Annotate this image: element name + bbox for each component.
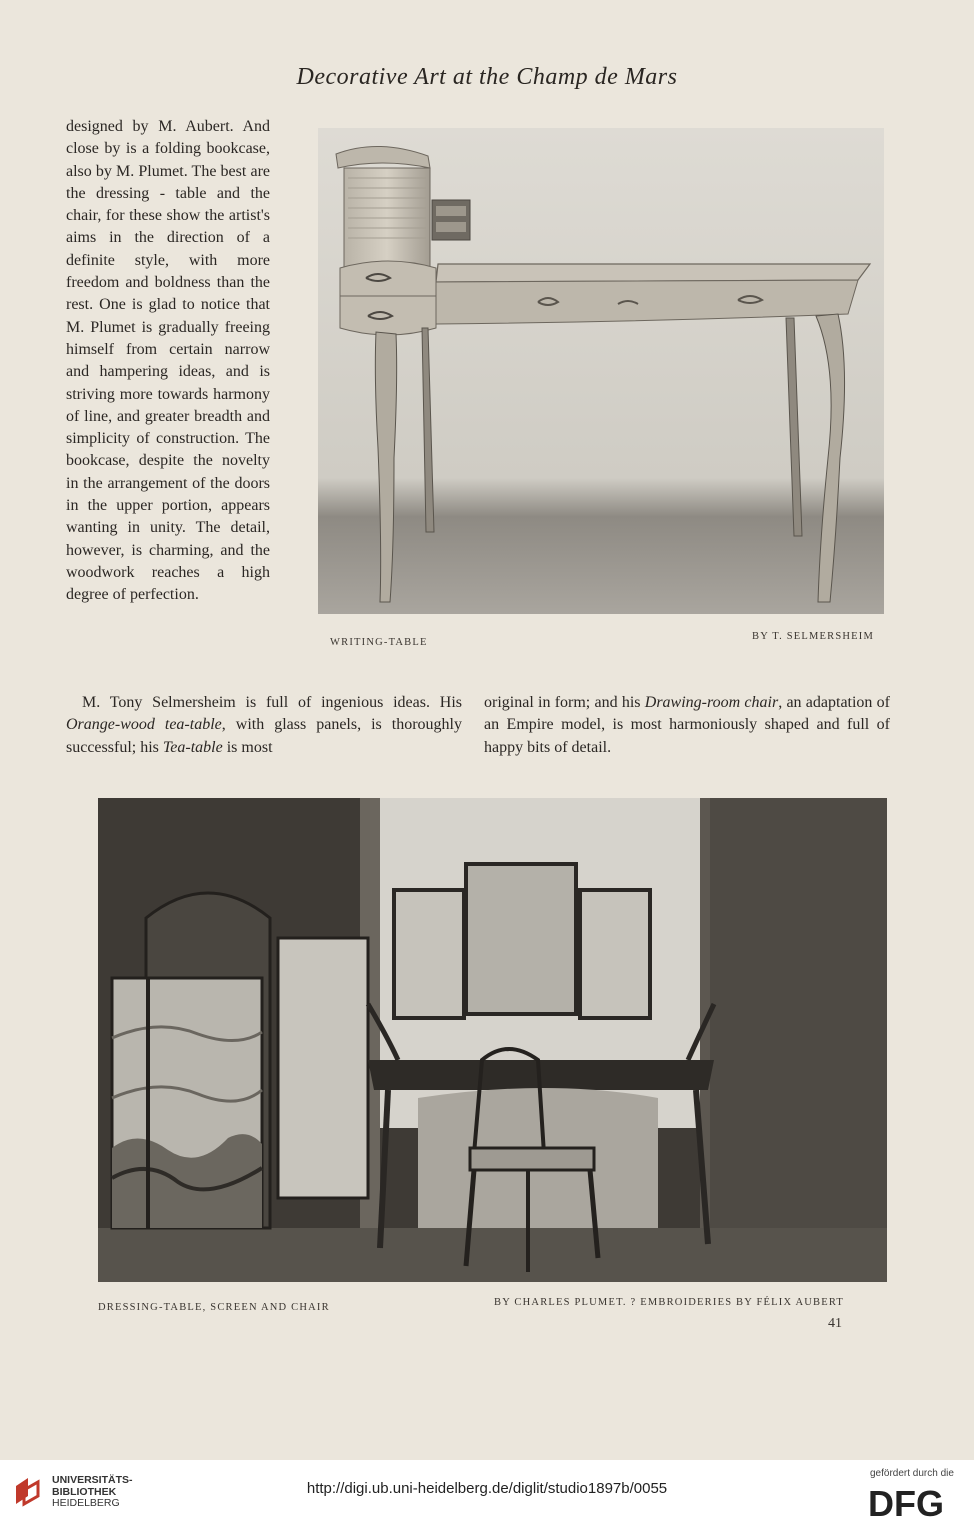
left-column-paragraph: designed by M. Aubert. And close by is a folding bookcase, also by M. Plumet. The best are the dressing - table and the chair, for these show the artist's aims in the direction of a definite style, with more freedom and boldness than the rest. One is glad to notice that M. Plumet is gradually freeing himself from certain narrow and hampering ideas, and is striving more towards harmony of line, and greater breadth and simplicity of construction. The bookcase, despite the novelty in the arrangement of the doors in the upper portion, appears wanting in unity. The detail, however, is charming, and the woodwork reaches a high degree of perfection. [66, 118, 270, 604]
document-url-link[interactable]: http://digi.ub.uni-heidelberg.de/diglit/studio1897b/0055 [306, 1480, 668, 1497]
library-name-line3: HEIDELBERG [52, 1497, 120, 1509]
dressing-table-illustration [98, 798, 887, 1282]
left-column-text [66, 116, 270, 607]
funding-note: gefördert durch die [870, 1468, 954, 1479]
running-title: Decorative Art at the Champ de Mars [296, 64, 678, 90]
dfg-logo [868, 1484, 964, 1525]
dressing-table-photo [98, 798, 887, 1282]
library-name-line1: UNIVERSITÄTS- [52, 1474, 133, 1486]
paragraph-right-text: original in form; and his Drawing-room chair, an adaptation of an Empire model, is most harmoniously shaped and full of happy bits of detail. [484, 694, 891, 756]
paragraph-left-column [66, 692, 462, 759]
dfg-logo-text: DFG [868, 1484, 944, 1520]
library-name-line2: BIBLIOTHEK [52, 1485, 117, 1498]
writing-table-caption-title: WRITING-TABLE [330, 637, 428, 648]
dressing-table-caption-credit: BY CHARLES PLUMET. ? EMBROIDERIES BY FÉLIX AUBERT [494, 1297, 845, 1308]
page-number: 41 [828, 1316, 842, 1331]
writing-table-caption-credit: BY T. SELMERSHEIM [752, 631, 875, 642]
writing-table-illustration [318, 128, 884, 614]
paragraph-left-text: M. Tony Selmersheim is full of ingenious ideas. His Orange-wood tea-table, with glass panels, is thoroughly successful; his Tea-table is most [66, 694, 463, 756]
paragraph-right-column [484, 692, 890, 759]
dressing-table-caption-title: DRESSING-TABLE, SCREEN AND CHAIR [98, 1302, 330, 1313]
writing-table-photo [318, 128, 884, 614]
